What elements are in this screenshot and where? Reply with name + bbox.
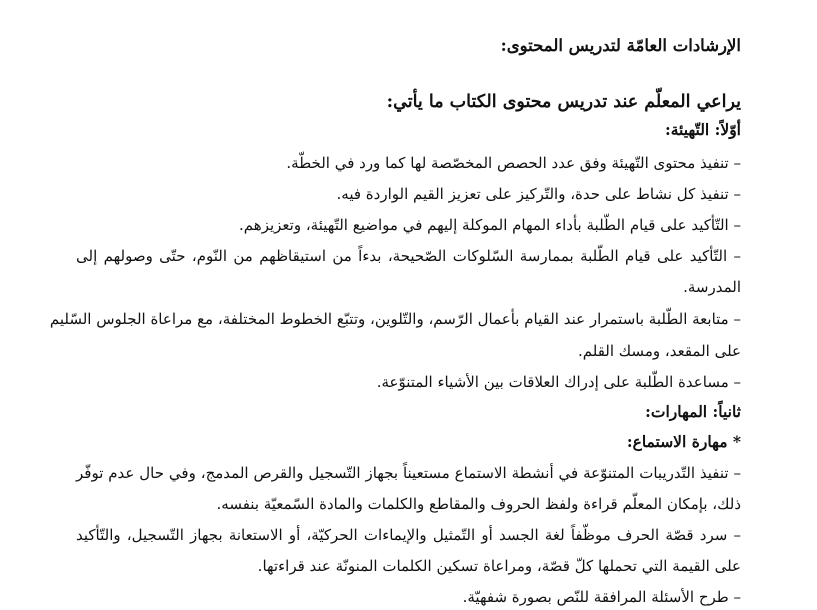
list-item-continuation: على القيمة التي تحملها كلّ قصّة، ومراعاة تسكين الكلمات المنونّة عند قراءتها. <box>257 557 741 575</box>
section-heading-skills: ثانياً: المهارات: <box>645 402 741 421</box>
list-item: – متابعة الطّلبة باستمرار عند القيام بأعمال الرّسم، والتّلوين، وتتبّع الخطوط المختلفة، مع مراعاة الجلوس السّليم <box>49 310 741 328</box>
list-item-continuation: المدرسة. <box>683 278 741 296</box>
intro-heading: يراعي المعلّم عند تدريس محتوى الكتاب ما يأتي: <box>386 92 741 112</box>
list-item: – تنفيذ محتوى التّهيئة وفق عدد الحصص المخصّصة لها كما ورد في الخطّة. <box>286 154 741 172</box>
list-item-continuation: على المقعد، ومسك القلم. <box>577 342 741 360</box>
list-item-continuation: ذلك، بإمكان المعلّم قراءة ولفظ الحروف والمقاطع والكلمات والمادة السّمعيّة بنفسه. <box>216 495 741 513</box>
main-title: الإرشادات العامّة لتدريس المحتوى: <box>500 36 741 55</box>
list-item: – التّأكيد على قيام الطّلبة بممارسة السّلوكات الصّحيحة، بدءاً من استيقاظهم من النّوم، حتّى وصولهم إلى <box>76 247 741 265</box>
list-item: – طرح الأسئلة المرافقة للنّص بصورة شفهيّة. <box>462 588 741 606</box>
list-item: – التّأكيد على قيام الطّلبة بأداء المهام الموكلة إليهم في مواضيع التّهيئة، وتعزيزهم. <box>239 216 741 234</box>
list-item: – سرد قصّة الحرف موظّفاً لغة الجسد أو التّمثيل والإيماءات الحركيّة، أو الاستعانة بجهاز التّسجيل، والتّأكيد <box>76 526 741 544</box>
list-item: – مساعدة الطّلبة على إدراك العلاقات بين الأشياء المتنوّعة. <box>376 373 741 391</box>
list-item: – تنفيذ التّدريبات المتنوّعة في أنشطة الاستماع مستعيناً بجهاز التّسجيل والقرص المدمج، وفي حال عدم توفّر <box>76 464 741 482</box>
section-heading-preparation: أوّلاً: التّهيئة: <box>665 120 741 139</box>
list-item: – تنفيذ كل نشاط على حدة، والتّركيز على تعزيز القيم الواردة فيه. <box>336 185 741 203</box>
subheading-listening: * مهارة الاستماع: <box>626 432 741 451</box>
